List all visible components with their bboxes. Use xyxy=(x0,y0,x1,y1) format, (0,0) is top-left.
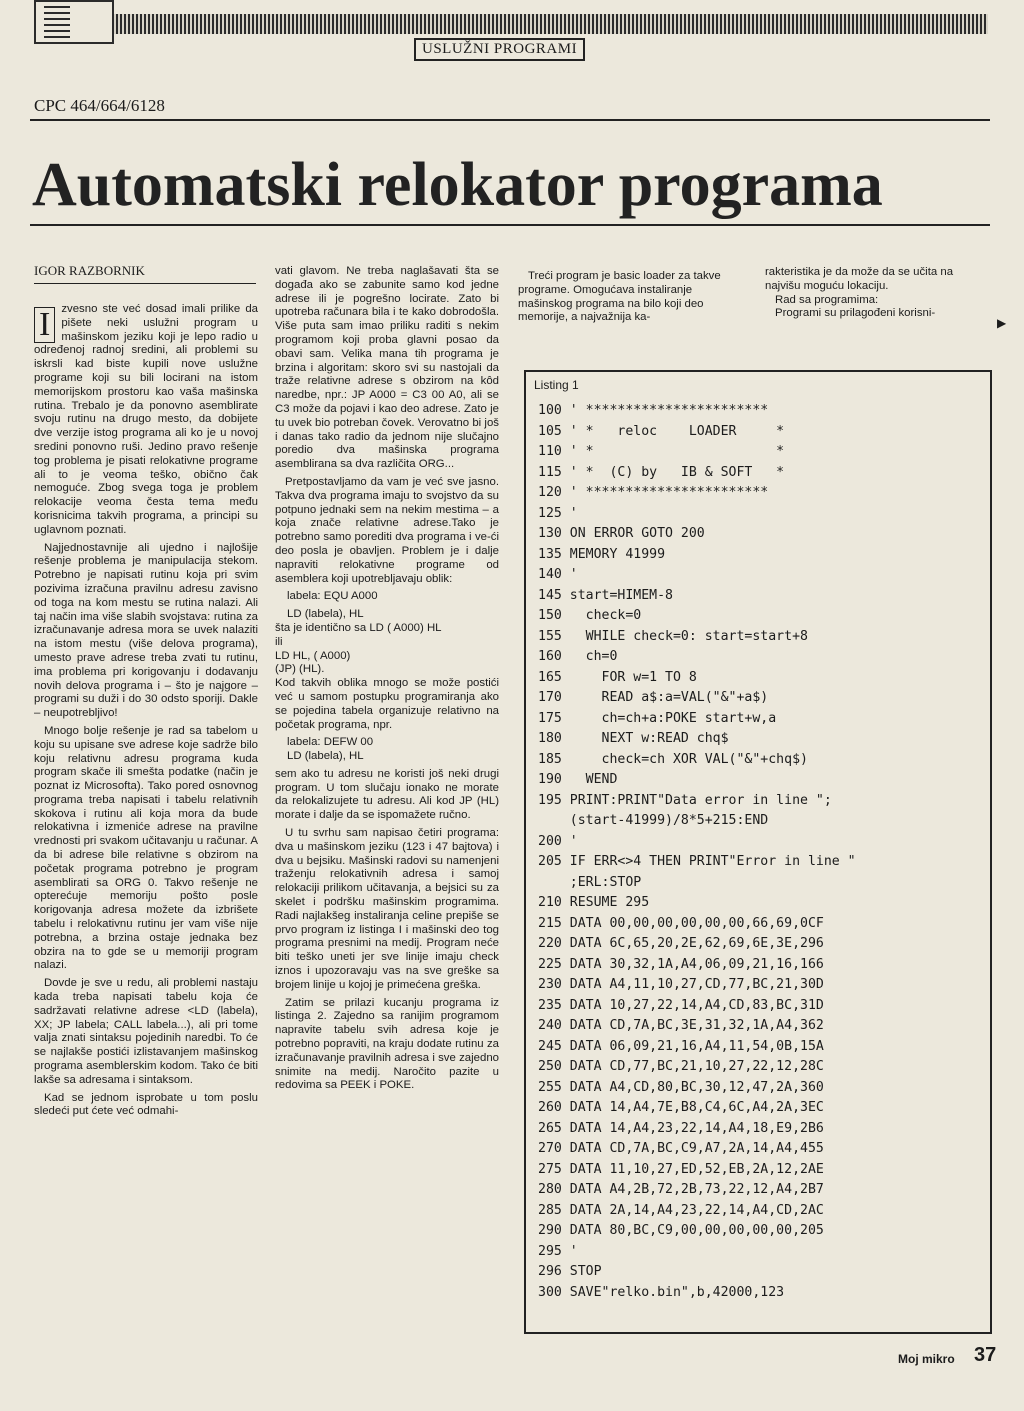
author-rule xyxy=(34,283,256,284)
listing-line: 270 DATA CD,7A,BC,C9,A7,2A,14,A4,455 xyxy=(538,1141,824,1156)
listing-line: 275 DATA 11,10,27,ED,52,EB,2A,12,2AE xyxy=(538,1161,824,1177)
listing-line: 190 WEND xyxy=(538,772,618,787)
listing-line: 175 ch=ch+a:POKE start+w,a xyxy=(538,710,777,726)
listing-line: 296 STOP xyxy=(538,1264,602,1279)
column-4 xyxy=(765,266,989,321)
code-line: ili xyxy=(275,635,283,648)
listing-box xyxy=(524,370,992,1334)
listing-line: 220 DATA 6C,65,20,2E,62,69,6E,3E,296 xyxy=(538,936,824,951)
computer-icon xyxy=(34,0,114,44)
listing-line: 240 DATA CD,7A,BC,3E,31,32,1A,A4,362 xyxy=(538,1018,824,1033)
paragraph: Kad se jednom isprobate u tom poslu sledeći put ćete već odmahi- xyxy=(34,1091,258,1118)
listing-line: 300 SAVE"relko.bin",b,42000,123 xyxy=(538,1284,785,1300)
listing-line: 100 ' *********************** xyxy=(538,403,769,418)
paragraph: rakteristika je da može da se učita na najvišu moguću lokaciju. xyxy=(765,266,954,292)
paragraph: sem ako tu adresu ne koristi još neki drugi program. U tom slučaju ionako ne morate da relokalizujete tu adresu. Ali kod JP (HL) morate i dalje da se ispomažete ručno. xyxy=(275,767,499,822)
page-number: 37 xyxy=(974,1344,997,1366)
listing-line: 195 PRINT:PRINT"Data error in line "; xyxy=(538,792,832,808)
code-line: (JP) (HL). xyxy=(275,663,325,676)
magazine-name: Moj mikro xyxy=(898,1352,955,1366)
paragraph: vati glavom. Ne treba naglašavati šta se događa ako se zabunite samo kod jedne adrese ili je pogrešno locirate. Zato bi upotreba računara bila i te kako dobrodošla. Više puta sam imao priliku raditi s nekim programom koji proba glavni posao da obavi sam. Velika mana tih programa je brzina i algoritam: skoro svi su nastojali da traže relativne adrese s obzirom na kôd naredbe, npr.: JP A000 = C3 00 A0, ali se C3 može da pojavi i kao deo adrese. Zato je tu uvek bio potreban čovek. Verovatno bi još i danas tako radio da jednom nije slučajno poredio dva mašinska programa asemblirana sa dva različita ORG... xyxy=(275,265,499,471)
listing-line: 180 NEXT w:READ chq$ xyxy=(538,731,729,746)
listing-line: 215 DATA 00,00,00,00,00,00,66,69,0CF xyxy=(538,915,824,931)
column-2 xyxy=(275,265,499,1097)
top-decorative-bar xyxy=(40,14,988,34)
listing-line: 200 ' xyxy=(538,833,578,849)
listing-line: (start-41999)/8*5+215:END xyxy=(538,813,769,828)
title-rule xyxy=(30,224,990,226)
listing-line: 150 check=0 xyxy=(538,608,642,623)
listing-line: 280 DATA A4,2B,72,2B,73,22,12,A4,2B7 xyxy=(538,1182,824,1197)
continue-arrow-icon: ▶ xyxy=(997,316,1007,330)
listing-line: 255 DATA A4,CD,80,BC,30,12,47,2A,360 xyxy=(538,1079,824,1095)
listing-line: 210 RESUME 295 xyxy=(538,895,650,910)
listing-line: 130 ON ERROR GOTO 200 xyxy=(538,526,705,541)
listing-line: 290 DATA 80,BC,C9,00,00,00,00,00,205 xyxy=(538,1223,824,1238)
author-name: IGOR RAZBORNIK xyxy=(34,263,145,278)
listing-line: 260 DATA 14,A4,7E,B8,C4,6C,A4,2A,3EC xyxy=(538,1100,824,1115)
listing-line: 230 DATA A4,11,10,27,CD,77,BC,21,30D xyxy=(538,977,824,992)
paragraph: Treći program je basic loader za takve programe. Omogućava instaliranje mašinskog programa na bilo koji deo memorije, a najvažnija ka- xyxy=(518,270,721,324)
paragraph: U tu svrhu sam napisao četiri programa: dva u mašinskom jeziku (123 i 47 bajtova) i dva u bejsiku. Mašinski radovi su namenjeni traženju relokativnih adresa i samoj relokaciji prilikom učitavanja, a bejsici su za skelet i podršku mašinskim programima. Radi najlakšeg instaliranja celine prepiše se prvo program iz listinga I i mašinski deo tog programa presnimi na medij. Program neće biti teško uneti jer sve linije imaju check iznos i upozoravaju vas na sve greške sa brojem linije u kojoj je primećena greška. xyxy=(275,827,499,991)
listing-line: 155 WHILE check=0: start=start+8 xyxy=(538,628,808,644)
section-label: USLUŽNI PROGRAMI xyxy=(414,38,585,61)
listing-line: 165 FOR w=1 TO 8 xyxy=(538,669,697,685)
listing-line: 140 ' xyxy=(538,567,578,582)
column-3 xyxy=(518,270,744,329)
listing-line: 115 ' * (C) by IB & SOFT * xyxy=(538,464,785,480)
code-line: šta je identično sa LD ( A000) HL xyxy=(275,621,442,634)
listing-line: 285 DATA 2A,14,A4,23,22,14,A4,CD,2AC xyxy=(538,1202,824,1218)
listing-line: 125 ' xyxy=(538,505,578,521)
listing-line: ;ERL:STOP xyxy=(538,874,642,890)
listing-line: 250 DATA CD,77,BC,21,10,27,22,12,28C xyxy=(538,1059,824,1074)
paragraph: Najjednostavnije ali ujedno i najlošije rešenje problema je manipulacija stekom. Potrebno je napisati rutinu koja pri svim pozivima izračuna pravilnu adresu zavisno od toga na kom mestu se rutina nalazi. Ali taj način ima više slabih svojstava: rutina za izračunavanje adresa mora se uvek nalaziti na istom mestu (više delova programa), umesto prave adrese treba zvati tu rutinu, ima problema pri korigovanju i dodavanju novih delova programa i – što je najgore – programi su duži i do 30 odsto sporiji. Dakle – neupotrebljivo! xyxy=(34,541,258,720)
listing-line: 145 start=HIMEM-8 xyxy=(538,587,673,603)
article-title: Automatski relokator programa xyxy=(32,151,883,219)
code-line: LD HL, ( A000) xyxy=(275,649,351,662)
code-line: LD (labela), HL xyxy=(287,608,364,621)
listing-line: 135 MEMORY 41999 xyxy=(538,546,666,562)
listing-title: Listing 1 xyxy=(534,378,579,392)
machine-label: CPC 464/664/6128 xyxy=(34,96,165,115)
listing-line: 160 ch=0 xyxy=(538,649,618,664)
listing-line: 110 ' * * xyxy=(538,444,785,459)
listing-line: 170 READ a$:a=VAL("&"+a$) xyxy=(538,690,769,705)
paragraph: Mnogo bolje rešenje je rad sa tabelom u koju su upisane sve adrese koje sadrže bilo koju relativnu adresu programa kuda program skače ili smešta podatke (način je poznat iz Microsofta). Tako pored osnovnog programa treba napisati i tabelu relativnih skokova i rutinu ali koja mora da bude relokativna i izmeniće adrese na pravilne vrednosti pri svakom učitavanju u računar. A da bi adrese bile relativne s obzirom na početak programa potrebno je program asemblirati sa ORG 0. Takvo rešenje ne opterećuje memoriju pošto posle korigovanja adresa možete da izbrišete tabelu i relokativnu rutinu jer vam više nije potrebna, a brzina ostaje jednaka bez obzira na to gde se u memoriji program nalazi. xyxy=(34,724,258,972)
top-rule xyxy=(30,119,990,121)
listing-line: 120 ' *********************** xyxy=(538,485,769,500)
listing-line: 185 check=ch XOR VAL("&"+chq$) xyxy=(538,751,808,767)
paragraph: Rad sa programima: xyxy=(775,293,879,306)
listing-line: 225 DATA 30,32,1A,A4,06,09,21,16,166 xyxy=(538,956,824,972)
column-1 xyxy=(34,303,258,1123)
paragraph: I zvesno ste već dosad imali prilike da pišete neki uslužni program u mašinskom jeziku koji je lepo radio u određenoj radnoj sredini, ali problemi su iskrsli kad biste kupili nove uslužne programe koji su bili locirani na istom memorijskom prostoru kao vaša mašinska rutina. Trebalo je da ponovno asemblirate svoju rutinu na drugo mesto, da dobijete dve verzije istog programa ali ko je u novoj sredini ponovno ruši. Jedino pravo rešenje tog problema je pisati relokativne programe ali to je veoma teško, obično čak nemoguće. Zbog svega toga je problem relokacije veoma česta tema među korisnicima takvih programa, a principi su uglavnom poznati. xyxy=(34,303,258,536)
listing-line: 245 DATA 06,09,21,16,A4,11,54,0B,15A xyxy=(538,1038,824,1054)
dropcap: I xyxy=(34,307,55,343)
code-line: LD (labela), HL xyxy=(287,750,364,763)
listing-line: 105 ' * reloc LOADER * xyxy=(538,423,785,439)
code-line: labela: EQU A000 xyxy=(287,590,378,603)
paragraph: Programi su prilagođeni korisni- xyxy=(775,307,936,320)
listing-line: 205 IF ERR<>4 THEN PRINT"Error in line " xyxy=(538,854,856,869)
listing-code xyxy=(538,401,856,1303)
paragraph: Pretpostavljamo da vam je već sve jasno. Takva dva programa imaju to svojstvo da su potpuno jednaki sem na nekim mestima – a koja znače relativne adrese.Tako je potrebno samo porediti dva programa i ve-ći deo posla je obavljen. Problem je i dalje napraviti relokativne programe od asemblera koji upotrebljavaju oblik: xyxy=(275,475,499,585)
code-line: labela: DEFW 00 xyxy=(287,736,374,749)
listing-line: 295 ' xyxy=(538,1243,578,1259)
listing-line: 235 DATA 10,27,22,14,A4,CD,83,BC,31D xyxy=(538,997,824,1013)
paragraph: Zatim se prilazi kucanju programa iz listinga 2. Zajedno sa ranijim programom napravite tabelu svih adresa koje je potrebno popraviti, na kraju dodate rutinu za izračunavanje pravilnih adresa i sve zajedno snimite na medij. Naročito pazite u redovima sa PEEK i POKE. xyxy=(275,996,499,1092)
paragraph: Dovde je sve u redu, ali problemi nastaju kada treba napisati tabelu koja će sadržavati relativne adrese <LD (labela), XX; JP labela; CALL labela...), ali pri tome valja znati sintaksu pojedinih naredbi. To će se najlakše postići izlistavanjem mašinskog programa asemblerskim kodom. Tako će biti lakše sa adresama i sintaksom. xyxy=(34,977,258,1086)
paragraph: Kod takvih oblika mnogo se može postići već u samom postupku programiranja ako se pojedina tabela organizuje relativno na početak programa, npr. xyxy=(275,677,499,731)
listing-line: 265 DATA 14,A4,23,22,14,A4,18,E9,2B6 xyxy=(538,1120,824,1136)
